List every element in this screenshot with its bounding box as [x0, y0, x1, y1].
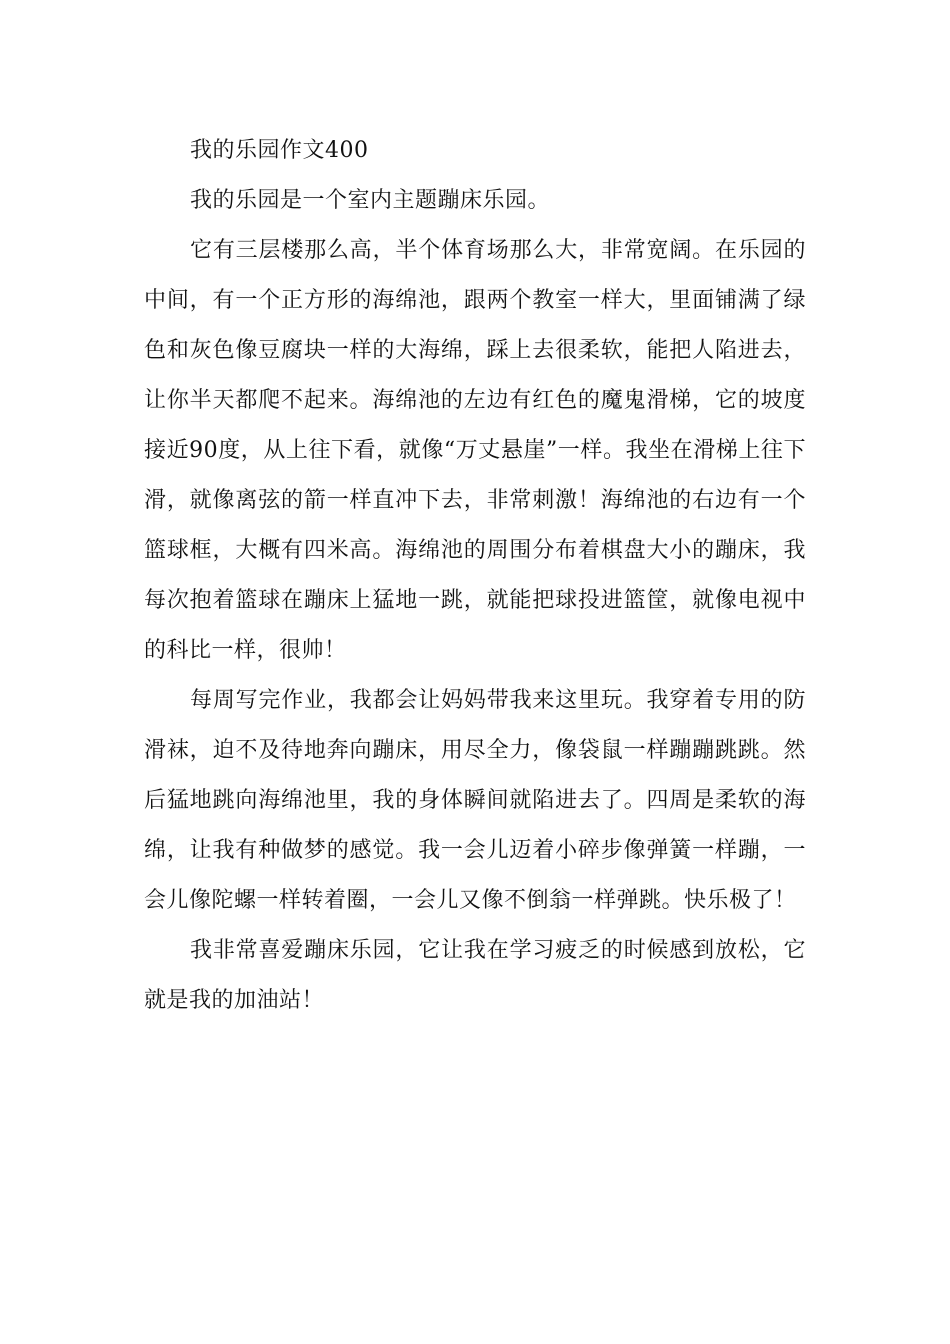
essay-paragraph-4: 我非常喜爱蹦床乐园，它让我在学习疲乏的时候感到放松，它就是我的加油站！: [144, 938, 806, 1013]
essay-body: [144, 126, 806, 1026]
essay-title: 我的乐园作文400: [190, 138, 369, 163]
essay-paragraph-3: 每周写完作业，我都会让妈妈带我来这里玩。我穿着专用的防滑袜，迫不及待地奔向蹦床，用尽全力，像袋鼠一样蹦蹦跳跳。然后猛地跳向海绵池里，我的身体瞬间就陷进去了。四周是柔软的海绵，让我有种做梦的感觉。我一会儿迈着小碎步像弹簧一样蹦，一会儿像陀螺一样转着圈，一会儿又像不倒翁一样弹跳。快乐极了！: [144, 688, 806, 913]
essay-paragraph-1: 我的乐园是一个室内主题蹦床乐园。: [190, 188, 551, 213]
essay-paragraph-2: 它有三层楼那么高，半个体育场那么大，非常宽阔。在乐园的中间，有一个正方形的海绵池，跟两个教室一样大，里面铺满了绿色和灰色像豆腐块一样的大海绵，踩上去很柔软，能把人陷进去，让你半天都爬不起来。海绵池的左边有红色的魔鬼滑梯，它的坡度接近90度，从上往下看，就像“万丈悬崖”一样。我坐在滑梯上往下滑，就像离弦的箭一样直冲下去，非常刺激！海绵池的右边有一个篮球框，大概有四米高。海绵池的周围分布着棋盘大小的蹦床，我每次抱着篮球在蹦床上猛地一跳，就能把球投进篮筐，就像电视中的科比一样，很帅！: [144, 238, 806, 663]
